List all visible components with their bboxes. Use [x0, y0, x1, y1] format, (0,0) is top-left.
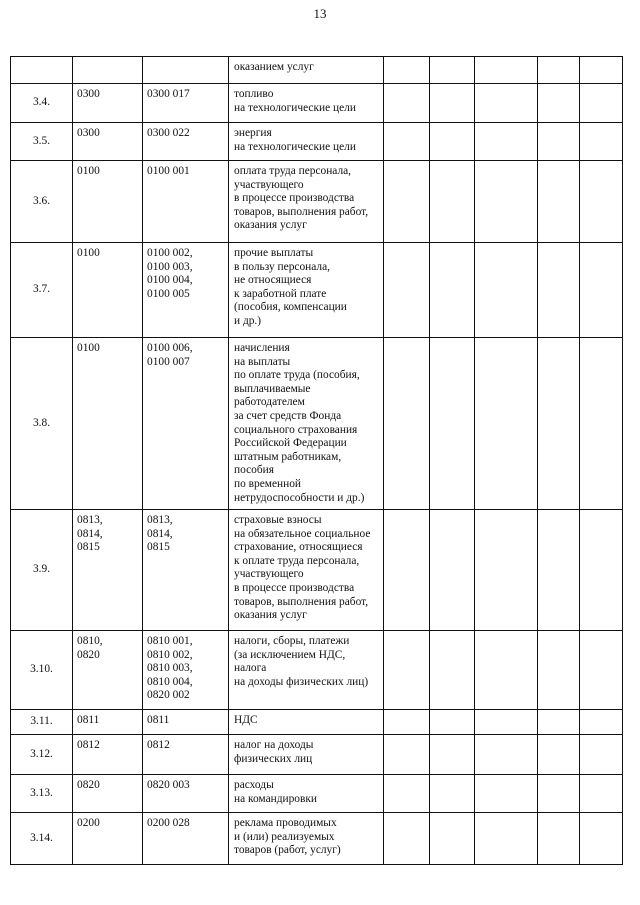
empty-value-cell: [538, 735, 580, 775]
empty-value-cell: [580, 161, 623, 243]
code-section-cell: 0200: [73, 813, 143, 865]
code-section-cell: 0300: [73, 123, 143, 161]
description-cell: налог на доходы физических лиц: [229, 735, 384, 775]
empty-value-cell: [430, 631, 475, 710]
empty-value-cell: [384, 510, 430, 631]
empty-value-cell: [538, 161, 580, 243]
code-section-cell: 0100: [73, 161, 143, 243]
description-cell: энергия на технологические цели: [229, 123, 384, 161]
empty-value-cell: [430, 84, 475, 123]
empty-value-cell: [384, 631, 430, 710]
row-number-cell: 3.10.: [11, 631, 73, 710]
empty-value-cell: [538, 57, 580, 84]
empty-value-cell: [580, 813, 623, 865]
row-number-cell: 3.11.: [11, 710, 73, 735]
budget-table: [10, 56, 623, 865]
empty-value-cell: [430, 813, 475, 865]
code-article-cell: 0300 022: [143, 123, 229, 161]
code-section-cell: 0100: [73, 243, 143, 338]
code-article-cell: 0812: [143, 735, 229, 775]
table-row: [11, 510, 623, 631]
row-number-cell: 3.14.: [11, 813, 73, 865]
code-section-cell: 0820: [73, 775, 143, 813]
table-row: [11, 123, 623, 161]
table-row: [11, 813, 623, 865]
row-number-cell: 3.8.: [11, 338, 73, 510]
empty-value-cell: [384, 123, 430, 161]
empty-value-cell: [580, 57, 623, 84]
empty-value-cell: [538, 243, 580, 338]
table-row: [11, 243, 623, 338]
empty-value-cell: [384, 84, 430, 123]
empty-value-cell: [580, 243, 623, 338]
page-number: 13: [313, 6, 327, 21]
empty-value-cell: [475, 510, 538, 631]
empty-value-cell: [384, 57, 430, 84]
code-article-cell: [143, 57, 229, 84]
row-number-cell: 3.13.: [11, 775, 73, 813]
empty-value-cell: [430, 243, 475, 338]
table-row: [11, 775, 623, 813]
empty-value-cell: [475, 735, 538, 775]
table-row: [11, 84, 623, 123]
empty-value-cell: [580, 338, 623, 510]
empty-value-cell: [475, 775, 538, 813]
empty-value-cell: [430, 123, 475, 161]
empty-value-cell: [475, 710, 538, 735]
empty-value-cell: [384, 338, 430, 510]
description-cell: НДС: [229, 710, 384, 735]
code-article-cell: 0100 006, 0100 007: [143, 338, 229, 510]
code-article-cell: 0100 001: [143, 161, 229, 243]
code-article-cell: 0300 017: [143, 84, 229, 123]
empty-value-cell: [384, 735, 430, 775]
code-article-cell: 0813, 0814, 0815: [143, 510, 229, 631]
empty-value-cell: [430, 57, 475, 84]
code-article-cell: 0811: [143, 710, 229, 735]
empty-value-cell: [475, 813, 538, 865]
row-number-cell: 3.4.: [11, 84, 73, 123]
empty-value-cell: [384, 243, 430, 338]
code-section-cell: 0811: [73, 710, 143, 735]
empty-value-cell: [580, 84, 623, 123]
code-section-cell: 0300: [73, 84, 143, 123]
description-cell: страховые взносы на обязательное социальное страхование, относящиеся к оплате труда персонала, участвующего в процессе производства товаров, выполнения работ, оказания услуг: [229, 510, 384, 631]
row-number-cell: 3.9.: [11, 510, 73, 631]
empty-value-cell: [384, 775, 430, 813]
table-row: [11, 161, 623, 243]
description-cell: оплата труда персонала, участвующего в процессе производства товаров, выполнения работ, оказания услуг: [229, 161, 384, 243]
empty-value-cell: [580, 510, 623, 631]
empty-value-cell: [538, 631, 580, 710]
description-cell: топливо на технологические цели: [229, 84, 384, 123]
empty-value-cell: [430, 710, 475, 735]
empty-value-cell: [580, 631, 623, 710]
empty-value-cell: [430, 510, 475, 631]
empty-value-cell: [430, 338, 475, 510]
code-article-cell: 0200 028: [143, 813, 229, 865]
table-row: [11, 631, 623, 710]
empty-value-cell: [580, 775, 623, 813]
code-article-cell: 0820 003: [143, 775, 229, 813]
code-article-cell: 0100 002, 0100 003, 0100 004, 0100 005: [143, 243, 229, 338]
table-row: [11, 57, 623, 84]
empty-value-cell: [430, 735, 475, 775]
empty-value-cell: [475, 84, 538, 123]
empty-value-cell: [475, 338, 538, 510]
row-number-cell: [11, 57, 73, 84]
description-cell: расходы на командировки: [229, 775, 384, 813]
empty-value-cell: [580, 123, 623, 161]
row-number-cell: 3.6.: [11, 161, 73, 243]
empty-value-cell: [538, 813, 580, 865]
empty-value-cell: [384, 161, 430, 243]
empty-value-cell: [538, 510, 580, 631]
code-section-cell: 0100: [73, 338, 143, 510]
empty-value-cell: [580, 735, 623, 775]
code-section-cell: [73, 57, 143, 84]
empty-value-cell: [580, 710, 623, 735]
row-number-cell: 3.7.: [11, 243, 73, 338]
empty-value-cell: [430, 161, 475, 243]
table-row: [11, 710, 623, 735]
description-cell: прочие выплаты в пользу персонала, не относящиеся к заработной плате (пособия, компенсации и др.): [229, 243, 384, 338]
table-row: [11, 338, 623, 510]
table-row: [11, 735, 623, 775]
row-number-cell: 3.12.: [11, 735, 73, 775]
description-cell: начисления на выплаты по оплате труда (пособия, выплачиваемые работодателем за счет средств Фонда социального страхования Российской Федерации штатным работникам, пособия по временной нетрудоспособности и др.): [229, 338, 384, 510]
table-body: [11, 57, 623, 865]
empty-value-cell: [538, 710, 580, 735]
empty-value-cell: [430, 775, 475, 813]
description-cell: оказанием услуг: [229, 57, 384, 84]
empty-value-cell: [475, 123, 538, 161]
empty-value-cell: [384, 813, 430, 865]
row-number-cell: 3.5.: [11, 123, 73, 161]
code-section-cell: 0810, 0820: [73, 631, 143, 710]
empty-value-cell: [538, 775, 580, 813]
empty-value-cell: [538, 84, 580, 123]
code-section-cell: 0812: [73, 735, 143, 775]
description-cell: налоги, сборы, платежи (за исключением НДС, налога на доходы физических лиц): [229, 631, 384, 710]
empty-value-cell: [475, 161, 538, 243]
empty-value-cell: [475, 631, 538, 710]
empty-value-cell: [538, 123, 580, 161]
empty-value-cell: [475, 243, 538, 338]
code-article-cell: 0810 001, 0810 002, 0810 003, 0810 004, 0820 002: [143, 631, 229, 710]
empty-value-cell: [384, 710, 430, 735]
empty-value-cell: [538, 338, 580, 510]
description-cell: реклама проводимых и (или) реализуемых товаров (работ, услуг): [229, 813, 384, 865]
code-section-cell: 0813, 0814, 0815: [73, 510, 143, 631]
empty-value-cell: [475, 57, 538, 84]
